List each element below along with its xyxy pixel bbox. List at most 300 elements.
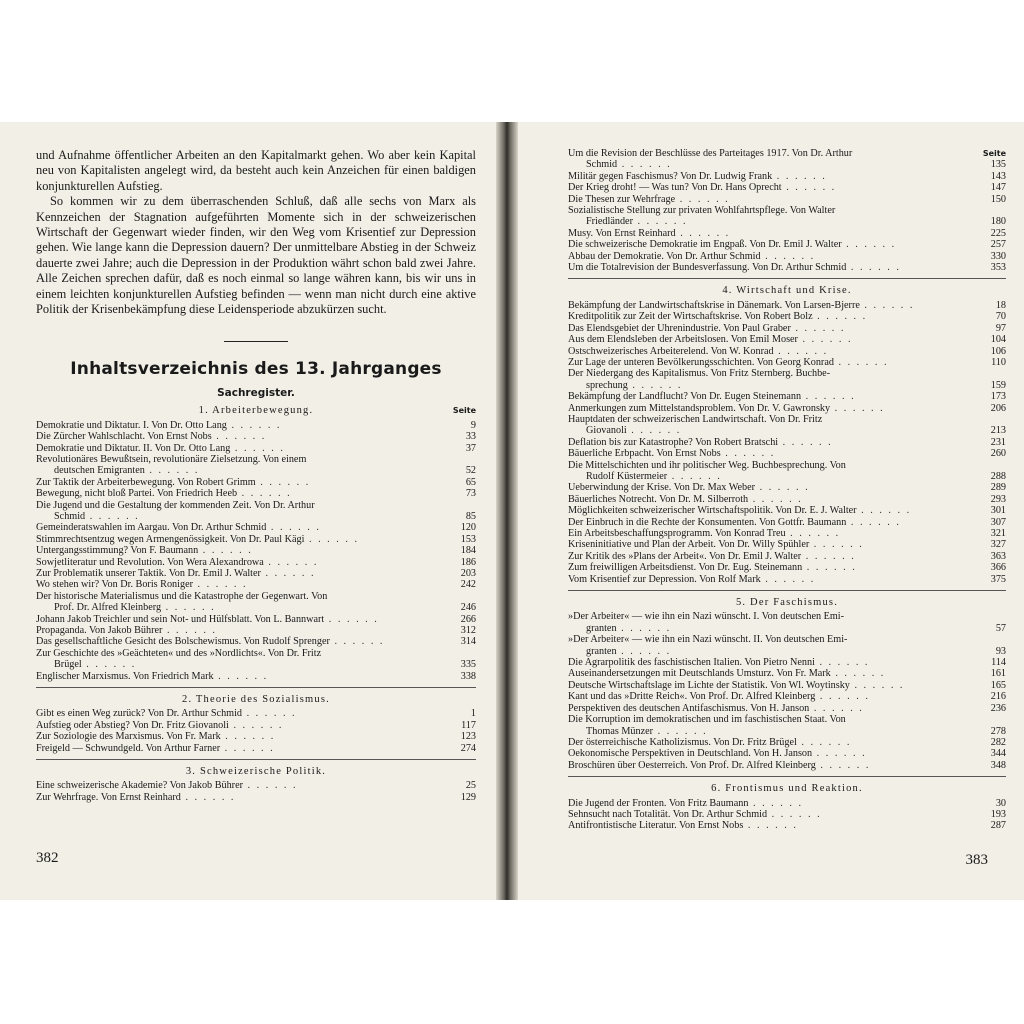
leader-dots: . . . . . .	[801, 391, 856, 403]
leader-dots: . . . . . .	[198, 545, 253, 557]
index-entry	[36, 545, 476, 556]
entry-page-number: 18	[995, 299, 1006, 311]
entry-page-number: 147	[990, 182, 1006, 194]
entry-title: Auseinandersetzungen mit Deutschlands Umsturz. Von Fr. Mark . . . . . .	[568, 668, 886, 680]
entry-title: Freigeld — Schwundgeld. Von Arthur Farner . . . . . .	[36, 742, 275, 754]
index-entry	[568, 182, 1006, 193]
section-rule	[568, 278, 1006, 279]
entry-page-number: 180	[990, 216, 1006, 228]
entry-page-number: 344	[990, 748, 1006, 760]
entry-page-number: 33	[465, 431, 476, 443]
index-entry	[568, 357, 1006, 368]
entry-title: Deutsche Wirtschaftslage im Lichte der Statistik. Von Wl. Woytinsky . . . . . .	[568, 679, 905, 691]
entry-page-number: 246	[460, 602, 476, 614]
entry-page-number: 203	[460, 567, 476, 579]
entry-title-continued: sprechung . . . . . .	[586, 379, 683, 391]
leader-dots: . . . . . .	[144, 465, 200, 477]
entry-page-number: 288	[990, 470, 1006, 482]
entry-title-continued: Thomas Münzer . . . . . .	[586, 725, 708, 737]
entry-page-number: 70	[995, 311, 1006, 323]
index-entry	[36, 720, 476, 731]
leader-dots: . . . . . .	[833, 356, 889, 368]
index-entry	[568, 714, 1006, 737]
leader-dots: . . . . . .	[767, 808, 822, 820]
leader-dots: . . . . . .	[830, 668, 886, 680]
left-page	[0, 122, 496, 900]
leader-dots: . . . . . .	[796, 736, 852, 748]
section-heading	[568, 285, 1006, 296]
index-subtitle: Sachregister.	[217, 386, 295, 399]
leader-dots: . . . . . .	[778, 436, 833, 448]
entry-page-number: 257	[990, 239, 1006, 251]
entry-title: Der österreichische Katholizismus. Von Dr. Fritz Brügel . . . . . .	[568, 736, 852, 748]
index-entry	[568, 551, 1006, 562]
leader-dots: . . . . . .	[675, 193, 730, 205]
entry-title: Kreditpolitik zur Zeit der Wirtschaftskrise. Von Robert Bolz . . . . . .	[568, 311, 868, 323]
entry-page-number: 165	[990, 679, 1006, 691]
entry-title: Ostschweizerisches Arbeiterelend. Von W. Konrad . . . . . .	[568, 345, 829, 357]
entry-title: »Der Arbeiter« — wie ihn ein Nazi wünscht. II. Von deutschen Emi-	[568, 634, 848, 646]
entry-title: Oekonomische Perspektiven in Deutschland. Von H. Janson . . . . . .	[568, 748, 867, 760]
leader-dots: . . . . . .	[220, 742, 275, 754]
leader-dots: . . . . . .	[790, 322, 846, 334]
leader-dots: . . . . . .	[632, 216, 688, 228]
entry-page-number: 184	[460, 545, 476, 557]
entry-title-continued: Schmid . . . . . .	[54, 510, 140, 522]
index-entry	[36, 568, 476, 579]
index-entry	[568, 634, 1006, 657]
entry-page-number: 266	[460, 613, 476, 625]
leader-dots: . . . . . .	[815, 759, 871, 771]
page-number: 382	[36, 850, 59, 866]
index-entry	[568, 703, 1006, 714]
entry-title: Die Mittelschichten und ihr politischer Weg. Buchbesprechung. Von	[568, 459, 846, 471]
article-conclusion	[36, 148, 476, 317]
index-entry	[568, 437, 1006, 448]
entry-page-number: 114	[991, 657, 1006, 669]
leader-dots: . . . . . .	[255, 476, 311, 488]
index-entry	[568, 482, 1006, 493]
entry-page-number: 335	[460, 659, 476, 671]
leader-dots: . . . . . .	[841, 239, 897, 251]
page-number: 383	[965, 852, 988, 868]
entry-page-number: 242	[460, 579, 476, 591]
leader-dots: . . . . . .	[192, 579, 248, 591]
entry-title: Die schweizerische Demokratie im Engpaß. Von Dr. Emil J. Walter . . . . . .	[568, 239, 897, 251]
entry-title: Kriseninitiative und Plan der Arbeit. Von Dr. Willy Spühler . . . . . .	[568, 539, 864, 551]
entry-title: Zur Geschichte des »Geächteten« und des »Nordlichts«. Von Dr. Fritz	[36, 647, 322, 659]
index-entry	[568, 737, 1006, 748]
entry-page-number: 287	[990, 820, 1006, 832]
entry-title: Musy. Von Ernst Reinhard . . . . . .	[568, 227, 731, 239]
continued-entries	[568, 148, 1006, 273]
entry-title: Aufstieg oder Abstieg? Von Dr. Fritz Giovanoli . . . . . .	[36, 719, 284, 731]
entry-title: Bäuerliche Erbpacht. Von Ernst Nobs . . . . . .	[568, 448, 776, 460]
entry-page-number: 117	[461, 719, 476, 731]
index-entry	[568, 171, 1006, 182]
book-gutter	[496, 122, 518, 900]
entry-title: Sehnsucht nach Totalität. Von Dr. Arthur Schmid . . . . . .	[568, 808, 822, 820]
leader-dots: . . . . . .	[617, 159, 672, 171]
entry-page-number: 289	[990, 482, 1006, 494]
index-entry	[568, 657, 1006, 668]
section-rule	[36, 759, 476, 760]
index-entry	[36, 488, 476, 499]
seite-label: Seite	[452, 406, 476, 416]
entry-title: »Der Arbeiter« — wie ihn ein Nazi wünscht. I. Von deutschen Emi-	[568, 611, 845, 623]
entry-page-number: 307	[990, 516, 1006, 528]
right-page-content	[568, 148, 1006, 832]
index-entry	[568, 691, 1006, 702]
index-entry	[36, 500, 476, 523]
entry-page-number: 301	[990, 505, 1006, 517]
entry-title: Untergangsstimmung? Von F. Baumann . . . . . .	[36, 545, 253, 557]
entry-title-continued: granten . . . . . .	[586, 645, 672, 657]
index-entry	[568, 494, 1006, 505]
entry-page-number: 30	[995, 797, 1006, 809]
index-entry	[36, 614, 476, 625]
entry-title: Bäuerliches Notrecht. Von Dr. M. Silberroth . . . . . .	[568, 493, 803, 505]
entry-title: Die Jugend und die Gestaltung der kommenden Zeit. Von Dr. Arthur	[36, 499, 315, 511]
leader-dots: . . . . . .	[211, 431, 267, 443]
entry-title: Aus dem Elendsleben der Arbeitslosen. Von Emil Moser . . . . . .	[568, 334, 853, 346]
entry-title: Die Thesen zur Wehrfrage . . . . . .	[568, 193, 730, 205]
leader-dots: . . . . . .	[329, 636, 385, 648]
paragraph: und Aufnahme öffentlicher Arbeiten an den Kapitalmarkt gehen. Wo aber kein Kapital neu von Kapitalisten angelegt wird, da besteht auch kein Anzeichen für einen baldigen konjunkturellen Aufstieg.	[36, 148, 476, 193]
leader-dots: . . . . . .	[743, 820, 798, 832]
index-entry	[36, 477, 476, 488]
leader-dots: . . . . . .	[812, 748, 867, 760]
index-entry	[36, 780, 476, 791]
entry-page-number: 193	[990, 808, 1006, 820]
index-title: Inhaltsverzeichnis des 13. Jahrganges	[70, 359, 442, 380]
entry-page-number: 123	[460, 731, 476, 743]
seite-label: Seite	[982, 149, 1006, 158]
index-entry	[36, 522, 476, 533]
leader-dots: . . . . . .	[760, 573, 816, 585]
leader-dots: . . . . . .	[85, 510, 140, 522]
entry-title: Zur Problematik unserer Taktik. Von Dr. Emil J. Walter . . . . . .	[36, 567, 316, 579]
entry-title: Abbau der Demokratie. Von Dr. Arthur Schmid . . . . . .	[568, 250, 816, 262]
entry-title: Die Korruption im demokratischen und im faschistischen Staat. Von	[568, 714, 846, 726]
index-entry	[568, 311, 1006, 322]
index-entry	[568, 205, 1006, 228]
leader-dots: . . . . . .	[266, 522, 321, 534]
entry-title-continued: Rudolf Küstermeier . . . . . .	[586, 470, 722, 482]
entry-page-number: 120	[460, 522, 476, 534]
entry-page-number: 135	[990, 159, 1006, 171]
leader-dots: . . . . . .	[627, 379, 683, 391]
entry-page-number: 321	[990, 528, 1006, 539]
index-entry	[568, 194, 1006, 205]
entry-title-continued: Schmid . . . . . .	[586, 159, 672, 171]
entry-page-number: 37	[465, 442, 476, 454]
entry-title: Das Elendsgebiet der Uhrenindustrie. Von Paul Graber . . . . . .	[568, 322, 846, 334]
entry-title: Zur Kritik des »Plans der Arbeit«. Von Dr. Emil J. Walter . . . . . .	[568, 550, 856, 562]
entry-title: Um die Revision der Beschlüsse des Parteitages 1917. Von Dr. Arthur	[568, 148, 853, 159]
index-entry	[568, 668, 1006, 679]
leader-dots: . . . . . .	[230, 442, 285, 454]
entry-title: Deflation bis zur Katastrophe? Von Robert Bratschi . . . . . .	[568, 436, 833, 448]
entry-page-number: 73	[465, 488, 476, 500]
entry-title: Der Krieg droht! — Was tun? Von Dr. Hans Oprecht . . . . . .	[568, 182, 837, 194]
entry-page-number: 173	[990, 391, 1006, 403]
entry-page-number: 231	[990, 436, 1006, 448]
leader-dots: . . . . . .	[243, 780, 298, 792]
leader-dots: . . . . . .	[161, 602, 216, 614]
entry-page-number: 9	[470, 419, 476, 431]
right-page	[518, 122, 1024, 900]
entry-page-number: 260	[990, 448, 1006, 460]
entry-title: Sozialistische Stellung zur privaten Wohlfahrtspflege. Von Walter	[568, 205, 836, 217]
section-rule	[568, 590, 1006, 591]
section-heading	[568, 783, 1006, 794]
section-heading-text: 1. Arbeiterbewegung.	[198, 405, 314, 417]
leader-dots: . . . . . .	[220, 731, 276, 743]
entry-page-number: 25	[465, 780, 476, 792]
entry-title: Broschüren über Oesterreich. Von Prof. Dr. Alfred Kleinberg . . . . . .	[568, 759, 871, 771]
entry-title: Um die Totalrevision der Bundesverfassung. Von Dr. Arthur Schmid . . . . . .	[568, 262, 901, 274]
paragraph: So kommen wir zu dem überraschenden Schluß, daß alle sechs von Marx als Kennzeichen der Stagnation aufgeführten Momente sich in der schweizerischen Wirtschaft der Gegenwart wieder finden, wir den Weg vom Krisentief zur Depression gehen. Wie lange kann die Depression dauern? Der unmittelbare Abstieg in der Schweiz dauerte zwei Jahre; auch die Depression in der Produktion währt schon bald zwei Jahre. Alle Zeichen sprechen dafür, daß es noch einmal so lange währen kann, bis wir uns in einem leichten konjunkturellen Aufstieg befinden — wenn man nicht durch eine aktive Politik der Krisenbekämpfung diese Leidensperiode abzukürzen sucht.	[36, 194, 476, 317]
entry-page-number: 293	[990, 493, 1006, 505]
index-entry	[36, 420, 476, 431]
entry-page-number: 57	[995, 622, 1006, 634]
entry-title: Stimmrechtsentzug wegen Armengenössigkeit. Von Dr. Paul Kägi . . . . . .	[36, 533, 359, 545]
entry-page-number: 110	[991, 356, 1006, 368]
entry-title: Ueberwindung der Krise. Von Dr. Max Weber . . . . . .	[568, 482, 810, 494]
entry-title: Anmerkungen zum Mittelstandsproblem. Von Dr. V. Gawronsky . . . . . .	[568, 402, 885, 414]
entry-title: Kant und das »Dritte Reich«. Von Prof. Dr. Alfred Kleinberg . . . . . .	[568, 691, 870, 703]
entry-title: Die Agrarpolitik des faschistischen Italien. Von Pietro Nenni . . . . . .	[568, 657, 870, 669]
entry-title: Die Jugend der Fronten. Von Fritz Baumann . . . . . .	[568, 797, 803, 809]
section-heading	[36, 405, 476, 416]
entry-page-number: 213	[990, 425, 1006, 437]
leader-dots: . . . . . .	[324, 613, 379, 625]
entry-title: Möglichkeiten schweizerischer Wirtschaftspolitik. Von Dr. E. J. Walter . . . . . .	[568, 505, 912, 517]
leader-dots: . . . . . .	[180, 791, 236, 803]
leader-dots: . . . . . .	[263, 556, 319, 568]
leader-dots: . . . . . .	[616, 645, 672, 657]
entry-title: Revolutionäres Bewußtsein, revolutionäre Zielsetzung. Von einem	[36, 453, 307, 465]
index-entry	[36, 534, 476, 545]
entry-title-continued: Brügel . . . . . .	[54, 659, 137, 671]
entry-title: Hauptdaten der schweizerischen Landwirtschaft. Von Dr. Fritz	[568, 413, 823, 425]
entry-title: Der Einbruch in die Rechte der Konsumenten. Von Gottfr. Baumann . . . . . .	[568, 516, 901, 528]
entry-title: Johann Jakob Treichler und sein Not- und Hülfsblatt. Von L. Bannwart . . . . . .	[36, 613, 379, 625]
index-entry	[36, 591, 476, 614]
leader-dots: . . . . . .	[785, 528, 841, 539]
index-entry	[568, 809, 1006, 820]
leader-dots: . . . . . .	[781, 182, 837, 194]
index-entry	[36, 431, 476, 442]
entry-title: Der historische Materialismus und die Katastrophe der Gegenwart. Von	[36, 590, 328, 602]
leader-dots: . . . . . .	[81, 659, 137, 671]
index-entry	[568, 414, 1006, 437]
leader-dots: . . . . . .	[760, 250, 816, 262]
entry-page-number: 366	[990, 562, 1006, 574]
entry-page-number: 129	[460, 791, 476, 803]
index-entry	[568, 262, 1006, 273]
entry-page-number: 353	[990, 262, 1006, 274]
right-index-sections	[568, 278, 1006, 831]
index-entry	[568, 391, 1006, 402]
leader-dots: . . . . . .	[213, 670, 269, 682]
index-entry	[568, 528, 1006, 539]
book-spread	[0, 122, 1024, 900]
index-entry	[36, 454, 476, 477]
entry-title: Zur Lage der unteren Bevölkerungsschichten. Von Georg Konrad . . . . . .	[568, 356, 889, 368]
entry-page-number: 159	[990, 379, 1006, 391]
leader-dots: . . . . . .	[809, 702, 864, 714]
leader-dots: . . . . . .	[801, 550, 856, 562]
entry-title: Sowjetliteratur und Revolution. Von Wera Alexandrowa . . . . . .	[36, 556, 319, 568]
leader-dots: . . . . . .	[226, 419, 282, 431]
section-heading-text: 5. Der Faschismus.	[735, 597, 839, 609]
index-entry	[36, 731, 476, 742]
index-entry	[568, 323, 1006, 334]
index-entry	[568, 251, 1006, 262]
leader-dots: . . . . . .	[755, 482, 810, 494]
leader-dots: . . . . . .	[814, 657, 870, 669]
entry-page-number: 106	[990, 345, 1006, 357]
entry-page-number: 338	[460, 670, 476, 682]
leader-dots: . . . . . .	[846, 262, 901, 274]
leader-dots: . . . . . .	[237, 488, 292, 500]
entry-title: Das gesellschaftliche Gesicht des Bolschewismus. Von Rudolf Sprenger . . . . . .	[36, 636, 385, 648]
entry-title-continued: deutschen Emigranten . . . . . .	[54, 465, 200, 477]
entry-title: Zur Wehrfrage. Von Ernst Reinhard . . . . . .	[36, 791, 236, 803]
entry-title: Zur Soziologie des Marxismus. Von Fr. Mark . . . . . .	[36, 731, 276, 743]
leader-dots: . . . . . .	[797, 334, 853, 346]
entry-page-number: 236	[990, 702, 1006, 714]
entry-title: Eine schweizerische Akademie? Von Jakob Bührer . . . . . .	[36, 780, 298, 792]
entry-page-number: 330	[990, 250, 1006, 262]
index-entry	[36, 648, 476, 671]
entry-page-number: 65	[465, 476, 476, 488]
index-entry	[36, 579, 476, 590]
entry-title: Die Zürcher Wahlschlacht. Von Ernst Nobs . . . . . .	[36, 431, 267, 443]
entry-title: Wo stehen wir? Von Dr. Boris Roniger . . . . . .	[36, 579, 248, 591]
entry-page-number: 327	[990, 539, 1006, 551]
leader-dots: . . . . . .	[809, 539, 864, 551]
index-entry	[36, 625, 476, 636]
entry-title: Zum freiwilligen Arbeitsdienst. Von Dr. Eug. Steinemann . . . . . .	[568, 562, 857, 574]
entry-title: Zur Taktik der Arbeiterbewegung. Von Robert Grimm . . . . . .	[36, 476, 311, 488]
index-entry	[568, 574, 1006, 585]
leader-dots: . . . . . .	[812, 311, 868, 323]
index-entry	[36, 743, 476, 754]
index-entry	[36, 708, 476, 719]
leader-dots: . . . . . .	[773, 345, 829, 357]
section-heading-text: 6. Frontismus und Reaktion.	[711, 783, 863, 795]
index-entry	[568, 562, 1006, 573]
section-heading-text: 3. Schweizerische Politik.	[185, 766, 327, 778]
index-entry	[36, 636, 476, 647]
index-entry	[568, 460, 1006, 483]
entry-page-number: 150	[990, 193, 1006, 205]
index-entry	[568, 539, 1006, 550]
index-entry	[568, 680, 1006, 691]
entry-page-number: 312	[460, 625, 476, 636]
leader-dots: . . . . . .	[720, 448, 776, 460]
index-entry	[568, 448, 1006, 459]
entry-title: Militär gegen Faschismus? Von Dr. Ludwig Frank . . . . . .	[568, 170, 827, 182]
entry-page-number: 93	[995, 645, 1006, 657]
leader-dots: . . . . . .	[616, 622, 672, 634]
index-entry	[36, 557, 476, 568]
entry-page-number: 216	[990, 691, 1006, 703]
leader-dots: . . . . . .	[748, 797, 803, 809]
index-entry	[36, 443, 476, 454]
index-entry	[568, 334, 1006, 345]
index-entry	[568, 760, 1006, 771]
entry-page-number: 186	[460, 556, 476, 568]
entry-title: Bekämpfung der Landwirtschaftskrise in Dänemark. Von Larsen-Bjerre . . . . . .	[568, 299, 915, 311]
leader-dots: . . . . . .	[667, 470, 722, 482]
entry-title: Demokratie und Diktatur. II. Von Dr. Otto Lang . . . . . .	[36, 442, 285, 454]
leader-dots: . . . . . .	[748, 493, 803, 505]
entry-title: Demokratie und Diktatur. I. Von Dr. Otto Lang . . . . . .	[36, 419, 282, 431]
index-entry	[568, 228, 1006, 239]
entry-page-number: 85	[465, 510, 476, 522]
entry-page-number: 274	[460, 742, 476, 754]
index-entry	[36, 671, 476, 682]
leader-dots: . . . . . .	[228, 719, 284, 731]
entry-page-number: 225	[990, 227, 1006, 239]
left-index-sections	[36, 405, 476, 803]
index-entry	[568, 346, 1006, 357]
entry-page-number: 363	[990, 550, 1006, 562]
index-entry	[568, 611, 1006, 634]
entry-page-number: 206	[990, 402, 1006, 414]
leader-dots: . . . . . .	[856, 505, 912, 517]
index-entry	[568, 505, 1006, 516]
entry-title-continued: Prof. Dr. Alfred Kleinberg . . . . . .	[54, 602, 216, 614]
section-heading	[36, 694, 476, 705]
entry-page-number: 143	[990, 170, 1006, 182]
entry-page-number: 1	[470, 708, 476, 720]
index-entry	[568, 820, 1006, 831]
section-heading	[568, 597, 1006, 608]
entry-title: Bekämpfung der Landflucht? Von Dr. Eugen Steinemann . . . . . .	[568, 391, 856, 403]
index-entry	[36, 792, 476, 803]
index-entry	[568, 300, 1006, 311]
entry-page-number: 314	[460, 636, 476, 648]
leader-dots: . . . . . .	[846, 516, 901, 528]
entry-title: Ein Arbeitsbeschaffungsprogramm. Von Konrad Treu . . . . . .	[568, 528, 841, 539]
leader-dots: . . . . . .	[653, 725, 708, 737]
entry-title: Gibt es einen Weg zurück? Von Dr. Arthur Schmid . . . . . .	[36, 708, 297, 720]
leader-dots: . . . . . .	[675, 227, 731, 239]
entry-title: Propaganda. Von Jakob Bührer . . . . . .	[36, 625, 217, 636]
left-page-content	[36, 148, 476, 803]
entry-page-number: 97	[995, 322, 1006, 334]
section-rule	[36, 687, 476, 688]
leader-dots: . . . . . .	[626, 425, 682, 437]
section-rule	[568, 776, 1006, 777]
index-entry	[568, 368, 1006, 391]
entry-title: Der Niedergang des Kapitalismus. Von Fritz Sternberg. Buchbe-	[568, 368, 831, 380]
entry-page-number: 52	[465, 465, 476, 477]
entry-page-number: 153	[460, 533, 476, 545]
entry-title: Gemeinderatswahlen im Aargau. Von Dr. Arthur Schmid . . . . . .	[36, 522, 321, 534]
entry-title: Bewegung, nicht bloß Partei. Von Friedrich Heeb . . . . . .	[36, 488, 292, 500]
leader-dots: . . . . . .	[772, 170, 827, 182]
index-entry	[568, 148, 1006, 171]
section-heading-text: 4. Wirtschaft und Krise.	[722, 285, 852, 297]
entry-page-number: 278	[990, 725, 1006, 737]
index-entry	[568, 403, 1006, 414]
